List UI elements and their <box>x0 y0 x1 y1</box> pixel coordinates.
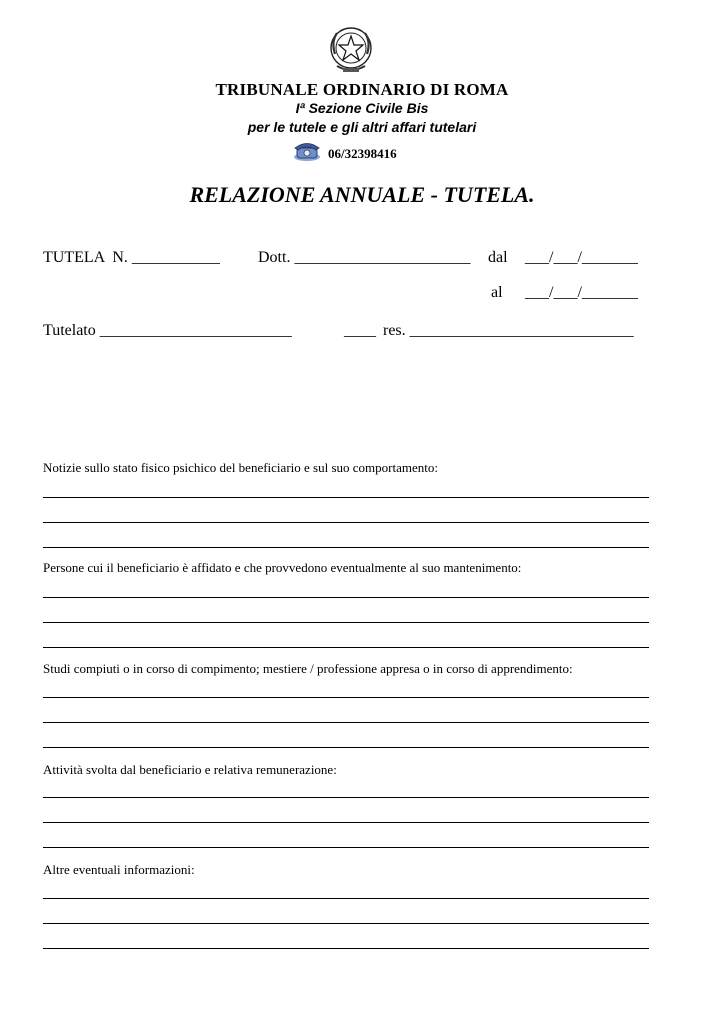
answer-line[interactable] <box>43 497 649 498</box>
al-date-field[interactable]: ___/___/_______ <box>525 284 638 301</box>
telephone-icon <box>292 140 322 162</box>
answer-line[interactable] <box>43 722 649 723</box>
tutela-number-field[interactable]: TUTELA N. ___________ <box>43 249 220 266</box>
phone-contact <box>292 138 397 164</box>
dal-date-field[interactable]: ___/___/_______ <box>525 249 638 266</box>
answer-line[interactable] <box>43 622 649 623</box>
tutelato-field[interactable]: Tutelato ________________________ <box>43 322 292 339</box>
section-label-caretakers: Persone cui il beneficiario è affidato e che provvedono eventualmente al suo mantenimento: <box>43 560 522 575</box>
answer-line[interactable] <box>43 847 649 848</box>
court-subtitle: per le tutele e gli altri affari tutelari <box>247 119 477 135</box>
page-title: RELAZIONE ANNUALE - TUTELA. <box>189 182 535 207</box>
section-label-studies: Studi compiuti o in corso di compimento; mestiere / professione appresa o in corso di apprendimento: <box>43 661 573 676</box>
doctor-field[interactable]: Dott. ______________________ <box>258 249 471 266</box>
phone-number: 06/32398416 <box>328 146 397 161</box>
age-field[interactable]: ____ <box>344 322 376 339</box>
republic-emblem-icon <box>327 24 375 76</box>
court-name: TRIBUNALE ORDINARIO DI ROMA <box>215 80 509 99</box>
answer-line[interactable] <box>43 797 649 798</box>
answer-line[interactable] <box>43 822 649 823</box>
answer-line[interactable] <box>43 547 649 548</box>
dal-label: dal <box>488 249 508 266</box>
al-label: al <box>491 284 503 301</box>
answer-line[interactable] <box>43 923 649 924</box>
answer-line[interactable] <box>43 747 649 748</box>
section-label-activity: Attività svolta dal beneficiario e relativa remunerazione: <box>43 762 337 777</box>
answer-line[interactable] <box>43 697 649 698</box>
answer-line[interactable] <box>43 647 649 648</box>
court-section: Iª Sezione Civile Bis <box>295 100 429 116</box>
section-label-other-info: Altre eventuali informazioni: <box>43 862 195 877</box>
answer-line[interactable] <box>43 898 649 899</box>
residence-field[interactable]: res. ____________________________ <box>383 322 634 339</box>
answer-line[interactable] <box>43 597 649 598</box>
answer-line[interactable] <box>43 948 649 949</box>
answer-line[interactable] <box>43 522 649 523</box>
section-label-physical-state: Notizie sullo stato fisico psichico del beneficiario e sul suo comportamento: <box>43 460 438 475</box>
